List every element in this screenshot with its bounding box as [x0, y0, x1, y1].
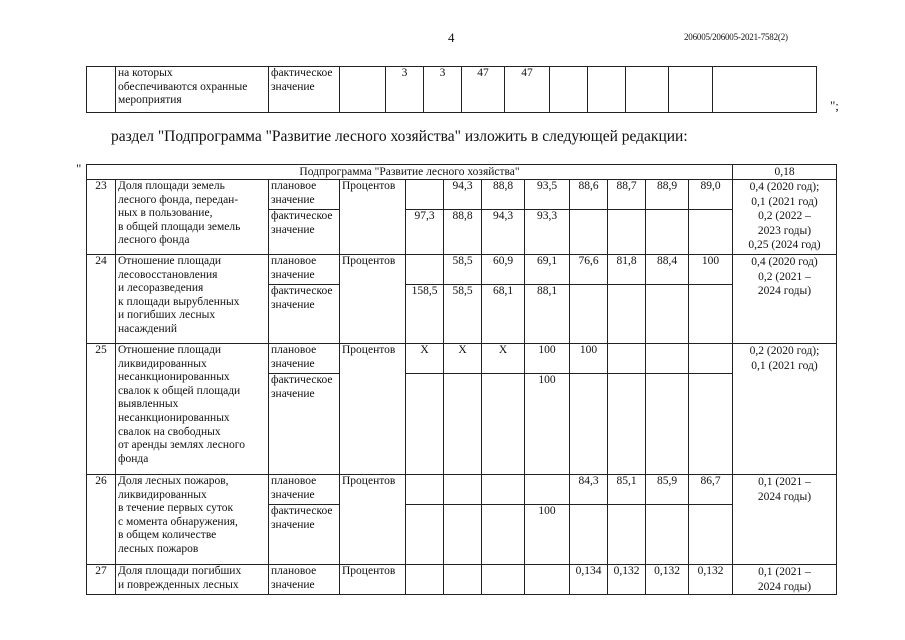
label-line: фактическое: [271, 285, 333, 297]
actual-value: [406, 505, 444, 565]
row-number: 27: [87, 565, 116, 595]
label-line: плановое: [271, 180, 317, 192]
table-row: [87, 67, 817, 113]
value-cell: [550, 67, 588, 113]
value-cell: 47: [505, 67, 550, 113]
actual-value: [570, 210, 608, 255]
planned-value: 76,6: [570, 255, 608, 285]
planned-value: 60,9: [482, 255, 525, 285]
row-number: 23: [87, 180, 116, 255]
weight-line: 0,1 (2021 –: [758, 566, 811, 578]
name-line: насаждений: [118, 322, 177, 335]
planned-value: Х: [444, 344, 482, 374]
planned-value: [482, 475, 525, 505]
label-line: значение: [271, 298, 315, 311]
name-line: ных в пользование,: [118, 207, 213, 220]
type-line: фактическое: [271, 67, 333, 79]
value-cell: [588, 67, 626, 113]
value-cell: 3: [424, 67, 462, 113]
unit-cell: Процентов: [340, 255, 406, 344]
label-line: плановое: [271, 255, 317, 267]
actual-label: [269, 285, 340, 344]
actual-label: [269, 374, 340, 475]
actual-value: [444, 374, 482, 475]
planned-label: [269, 180, 340, 210]
actual-value: [689, 374, 733, 475]
planned-value: 86,7: [689, 475, 733, 505]
weight-line: 2023 годы): [757, 224, 812, 237]
planned-value: 89,0: [689, 180, 733, 210]
opening-quote: ": [76, 161, 82, 176]
label-line: плановое: [271, 565, 317, 577]
label-line: значение: [271, 357, 315, 370]
indicator-name-cell: [116, 475, 269, 565]
actual-value: [570, 505, 608, 565]
actual-label: [269, 505, 340, 565]
actual-label: [269, 210, 340, 255]
label-line: плановое: [271, 344, 317, 356]
planned-value: 84,3: [570, 475, 608, 505]
planned-value: 85,1: [608, 475, 646, 505]
weight-line: 2024 годы): [757, 285, 812, 297]
planned-value: 88,7: [608, 180, 646, 210]
name-line: с момента обнаружения,: [118, 515, 238, 528]
name-line: лесных пожаров: [118, 542, 199, 555]
name-line: на которых: [118, 67, 173, 79]
planned-value: 0,134: [570, 565, 608, 595]
planned-value: [406, 180, 444, 210]
label-line: значение: [271, 223, 315, 236]
table-row: [87, 255, 837, 285]
weight-line: 0,4 (2020 год);: [749, 181, 820, 193]
actual-value: [406, 374, 444, 475]
actual-value: [646, 210, 689, 255]
weight-line: 2024 годы): [757, 490, 812, 503]
previous-table-fragment: [86, 66, 817, 113]
actual-value: 88,1: [525, 285, 570, 344]
table-row: [87, 344, 837, 374]
planned-label: [269, 475, 340, 505]
actual-value: 100: [525, 505, 570, 565]
weight-line: 0,1 (2021 –: [758, 476, 811, 488]
planned-value: 100: [570, 344, 608, 374]
subprogram-weight: 0,18: [733, 165, 837, 180]
planned-value: 81,8: [608, 255, 646, 285]
table-row: [87, 180, 837, 210]
name-line: Отношение площади: [118, 255, 222, 267]
indicator-name-cell: [116, 255, 269, 344]
planned-value: [406, 475, 444, 505]
actual-value: [608, 210, 646, 255]
planned-value: 100: [689, 255, 733, 285]
actual-value: [608, 374, 646, 475]
label-line: фактическое: [271, 210, 333, 222]
planned-value: 58,5: [444, 255, 482, 285]
subprogram-title: Подпрограмма "Развитие лесного хозяйства": [87, 165, 733, 180]
actual-value: 88,8: [444, 210, 482, 255]
actual-value: [646, 285, 689, 344]
name-line: лесного фонда, передан-: [118, 193, 239, 206]
actual-value: 97,3: [406, 210, 444, 255]
planned-value: [482, 565, 525, 595]
planned-value: [406, 255, 444, 285]
actual-value: 94,3: [482, 210, 525, 255]
planned-value: 0,132: [646, 565, 689, 595]
actual-value: [482, 505, 525, 565]
row-number-cell: [87, 67, 116, 113]
planned-value: 69,1: [525, 255, 570, 285]
subprogram-table: [86, 164, 837, 595]
unit-cell: Процентов: [340, 180, 406, 255]
indicator-name-cell: [116, 565, 269, 595]
planned-label: [269, 344, 340, 374]
actual-value: 93,3: [525, 210, 570, 255]
name-line: и поврежденных лесных: [118, 578, 239, 591]
name-line: выявленных: [118, 398, 179, 411]
planned-value: [444, 565, 482, 595]
weight-line: 2024 годы): [757, 580, 812, 593]
name-line: лесного фонда: [118, 234, 190, 247]
planned-value: [525, 565, 570, 595]
indicator-weight-cell: [733, 475, 837, 565]
weight-line: 0,2 (2022 –: [758, 210, 811, 222]
weight-line: 0,25 (2024 год): [748, 239, 821, 251]
actual-value: [646, 505, 689, 565]
actual-value: [444, 505, 482, 565]
name-line: Отношение площади: [118, 344, 222, 356]
name-line: мероприятия: [118, 94, 182, 107]
indicator-weight-cell: [733, 565, 837, 595]
row-number: 26: [87, 475, 116, 565]
page-number: 4: [448, 30, 455, 45]
label-line: значение: [271, 488, 315, 501]
name-line: Доля лесных пожаров,: [118, 475, 229, 487]
unit-cell: Процентов: [340, 565, 406, 595]
label-line: значение: [271, 268, 315, 281]
type-line: значение: [271, 80, 315, 93]
planned-value: 93,5: [525, 180, 570, 210]
label-line: плановое: [271, 475, 317, 487]
weight-line: 0,1 (2021 год): [751, 195, 818, 208]
section-heading: раздел "Подпрограмма "Развитие лесного хозяйства" изложить в следующей редакции:: [111, 128, 688, 145]
table-row: [87, 565, 837, 595]
name-line: обеспечиваются охранные: [118, 80, 248, 93]
value-cell: [669, 67, 713, 113]
name-line: и погибших лесных: [118, 309, 216, 322]
actual-value: [482, 374, 525, 475]
weight-line: 0,1 (2021 год): [751, 359, 818, 372]
label-line: фактическое: [271, 505, 333, 517]
actual-value: [570, 374, 608, 475]
row-number: 25: [87, 344, 116, 475]
planned-value: 88,8: [482, 180, 525, 210]
indicator-name-cell: [116, 67, 269, 113]
weight-line: 0,2 (2021 –: [758, 270, 811, 283]
name-line: в общей площади земель: [118, 220, 241, 233]
value-cell: [713, 67, 817, 113]
planned-value: [444, 475, 482, 505]
planned-value: Х: [482, 344, 525, 374]
value-cell: 47: [462, 67, 505, 113]
indicator-name-cell: [116, 180, 269, 255]
actual-value: [689, 285, 733, 344]
name-line: несанкционированных: [118, 371, 230, 384]
label-line: значение: [271, 387, 315, 400]
planned-value: 0,132: [689, 565, 733, 595]
document-id: 206005/206005-2021-7582(2): [684, 32, 788, 42]
row-number: 24: [87, 255, 116, 344]
name-line: ликвидированных: [118, 488, 207, 501]
value-type-cell: [269, 67, 340, 113]
planned-value: Х: [406, 344, 444, 374]
actual-value: [608, 505, 646, 565]
name-line: свалок на свободных: [118, 425, 221, 438]
name-line: свалок к общей площади: [118, 384, 241, 397]
name-line: в общем количестве: [118, 529, 217, 542]
planned-label: [269, 565, 340, 595]
actual-value: 58,5: [444, 285, 482, 344]
indicator-weight-cell: [733, 255, 837, 344]
actual-value: [689, 210, 733, 255]
planned-value: 0,132: [608, 565, 646, 595]
indicator-name-cell: [116, 344, 269, 475]
planned-value: 88,9: [646, 180, 689, 210]
name-line: и лесоразведения: [118, 282, 204, 295]
label-line: значение: [271, 518, 315, 531]
actual-value: 158,5: [406, 285, 444, 344]
planned-value: 88,6: [570, 180, 608, 210]
name-line: несанкционированных: [118, 411, 230, 424]
planned-value: [406, 565, 444, 595]
label-line: значение: [271, 578, 315, 591]
planned-value: 94,3: [444, 180, 482, 210]
planned-value: [608, 344, 646, 374]
name-line: в течение первых суток: [118, 502, 234, 515]
name-line: Доля площади земель: [118, 180, 225, 192]
planned-value: 88,4: [646, 255, 689, 285]
planned-label: [269, 255, 340, 285]
indicator-weight-cell: [733, 180, 837, 255]
name-line: фонда: [118, 452, 149, 465]
value-cell: [340, 67, 386, 113]
planned-value: [646, 344, 689, 374]
unit-cell: Процентов: [340, 475, 406, 565]
table-row: [87, 475, 837, 505]
value-cell: 3: [386, 67, 424, 113]
weight-line: 0,4 (2020 год): [751, 256, 818, 268]
subprogram-title-row: [87, 165, 837, 180]
name-line: Доля площади погибших: [118, 565, 242, 577]
planned-value: [689, 344, 733, 374]
planned-value: 85,9: [646, 475, 689, 505]
indicator-weight-cell: [733, 344, 837, 475]
weight-line: 0,2 (2020 год);: [749, 345, 820, 357]
planned-value: 100: [525, 344, 570, 374]
actual-value: [608, 285, 646, 344]
value-cell: [626, 67, 669, 113]
planned-value: [525, 475, 570, 505]
actual-value: [570, 285, 608, 344]
label-line: фактическое: [271, 374, 333, 386]
unit-cell: Процентов: [340, 344, 406, 475]
name-line: ликвидированных: [118, 357, 207, 370]
actual-value: 68,1: [482, 285, 525, 344]
actual-value: [646, 374, 689, 475]
actual-value: [689, 505, 733, 565]
label-line: значение: [271, 193, 315, 206]
name-line: лесовосстановления: [118, 268, 218, 281]
name-line: к площади вырубленных: [118, 295, 240, 308]
closing-quote: ";: [830, 98, 839, 113]
actual-value: 100: [525, 374, 570, 475]
name-line: от аренды землях лесного: [118, 439, 245, 452]
